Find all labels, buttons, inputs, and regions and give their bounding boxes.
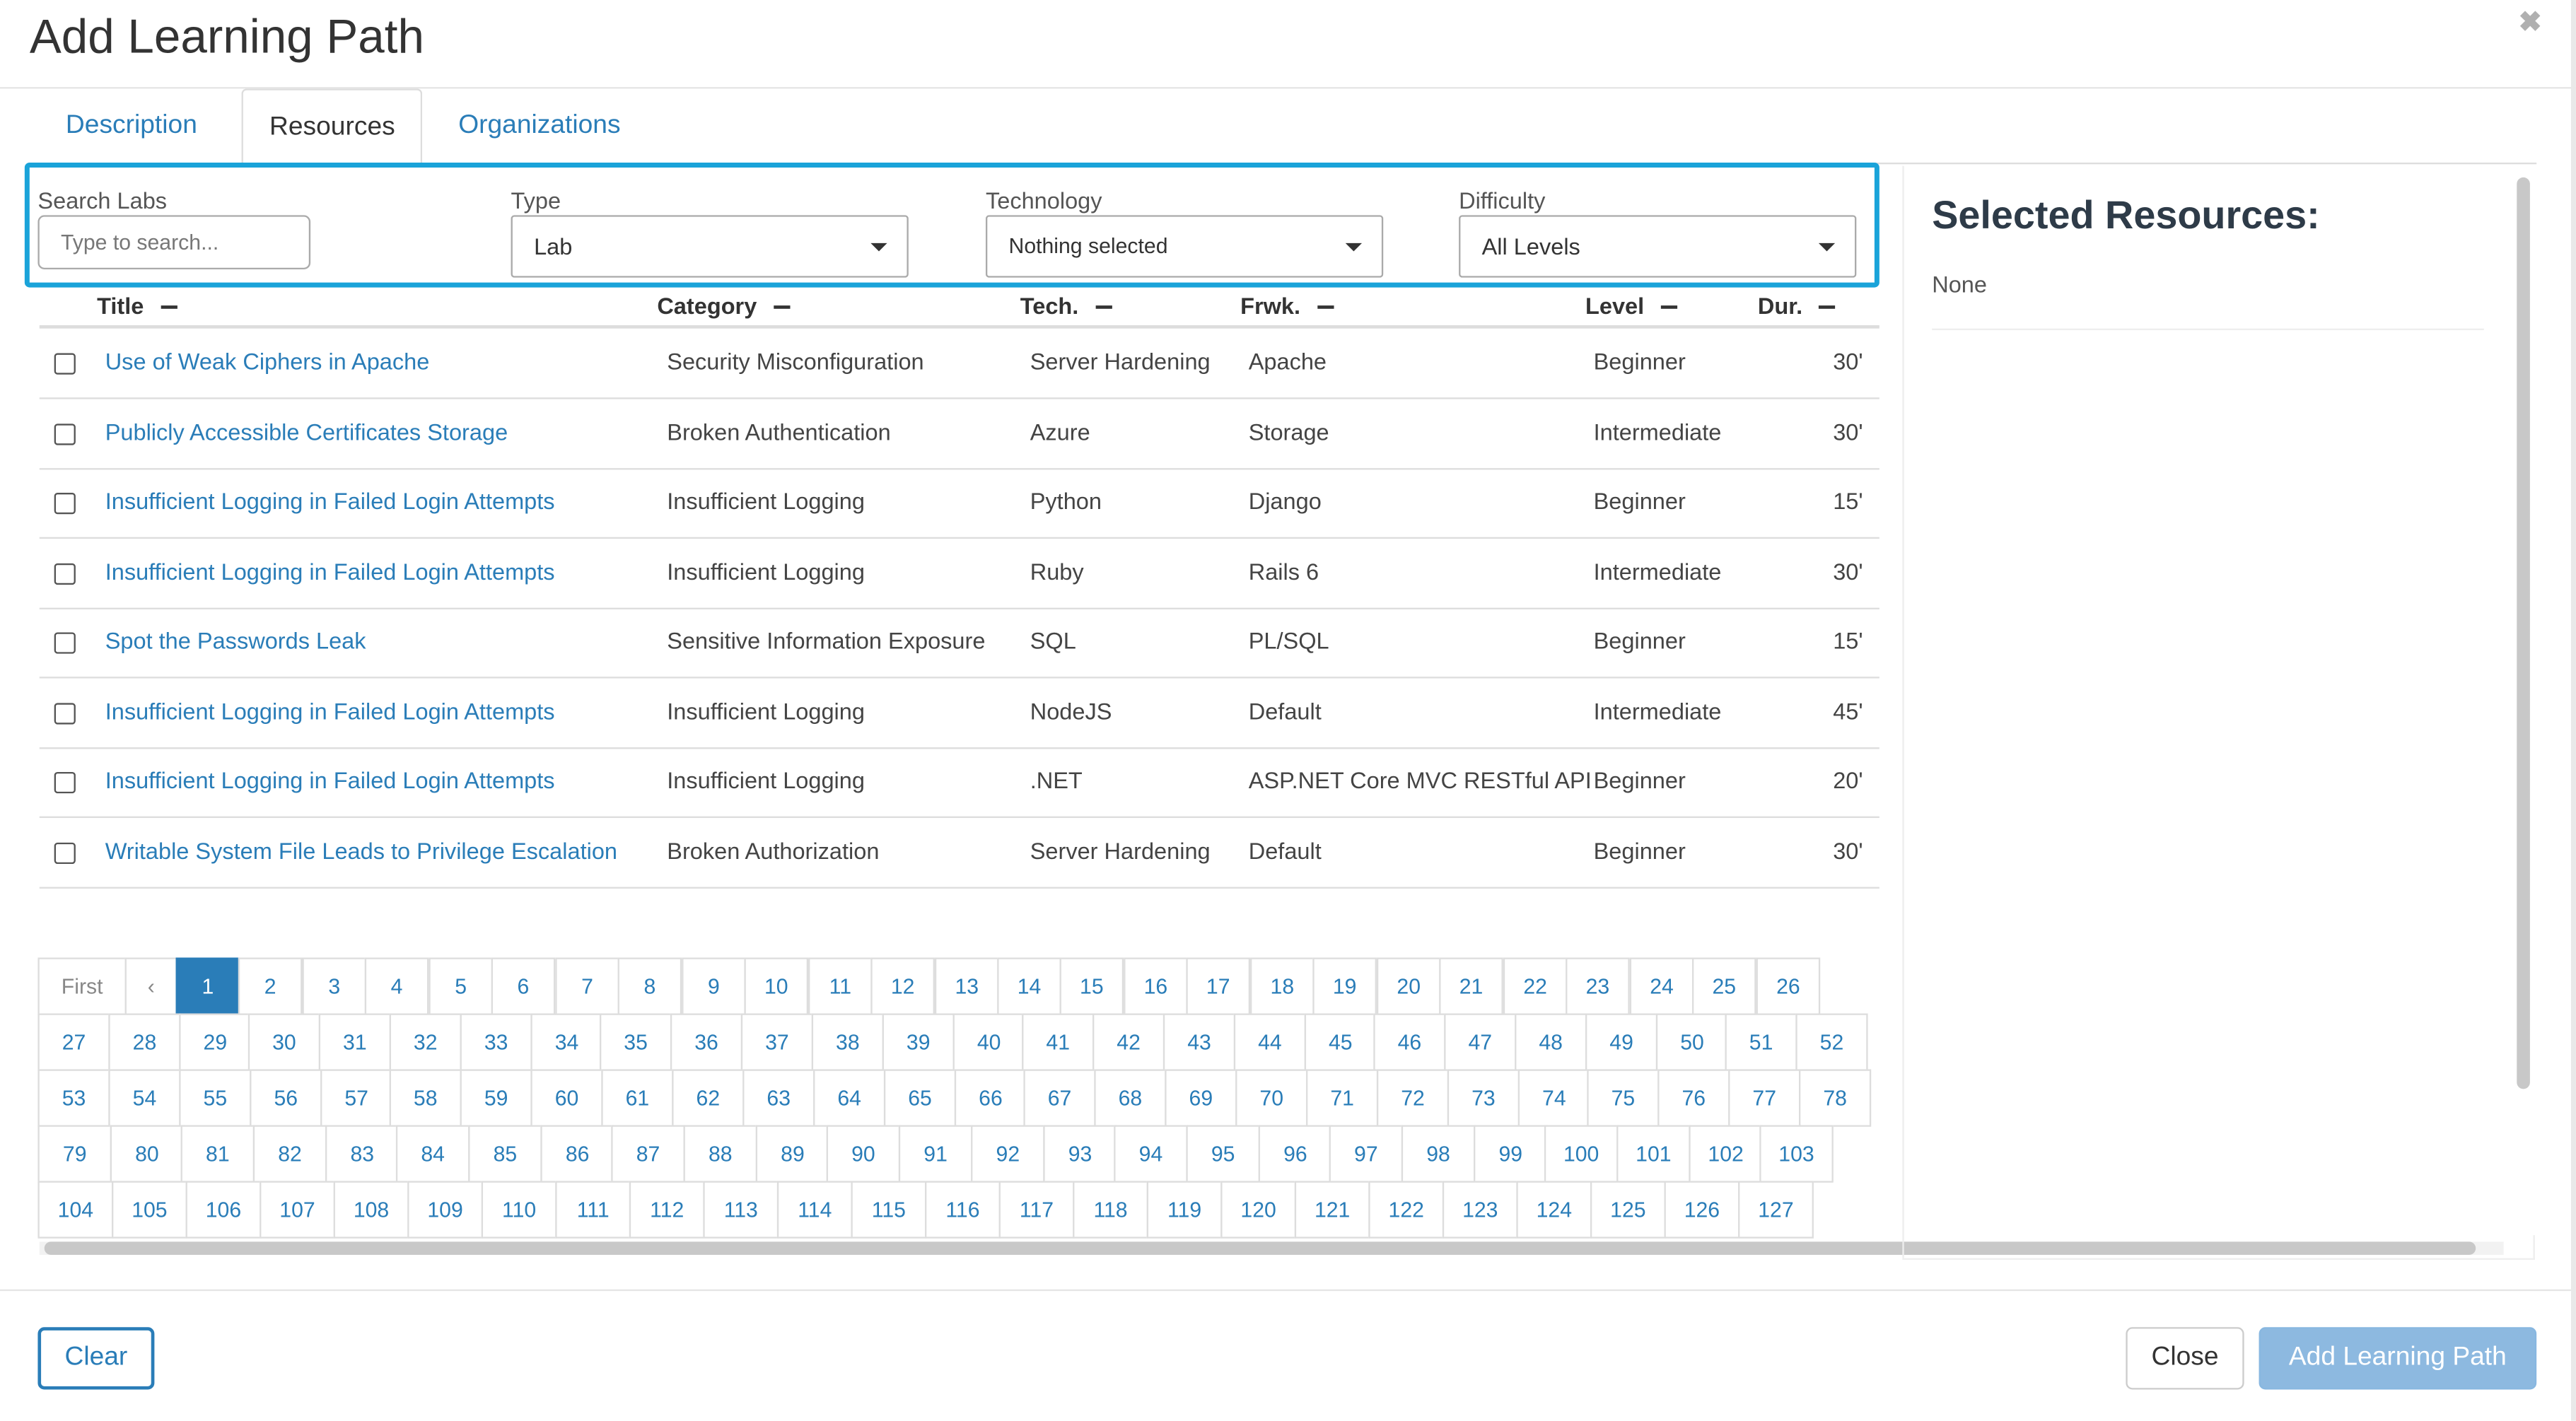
- cell-category: Broken Authentication: [667, 418, 891, 445]
- page-button[interactable]: 86: [540, 1125, 614, 1182]
- column-level-label: Level: [1585, 292, 1645, 319]
- page-button[interactable]: 103: [1759, 1125, 1834, 1182]
- close-button[interactable]: Close: [2126, 1327, 2244, 1389]
- page-button[interactable]: 106: [186, 1181, 262, 1238]
- page-button-current[interactable]: 1: [176, 957, 240, 1014]
- page-button[interactable]: 63: [742, 1069, 815, 1126]
- page-button[interactable]: 12: [870, 957, 935, 1014]
- page-button[interactable]: 60: [530, 1069, 602, 1126]
- page-button[interactable]: 76: [1657, 1069, 1730, 1126]
- cell-tech: Python: [1030, 488, 1102, 515]
- page-button[interactable]: 77: [1728, 1069, 1800, 1126]
- collapse-icon: [1660, 306, 1677, 310]
- page-button[interactable]: 105: [112, 1181, 187, 1238]
- page-button[interactable]: 10: [744, 957, 808, 1014]
- type-select[interactable]: [511, 215, 909, 277]
- cell-frwk: Django: [1248, 488, 1322, 515]
- page-button[interactable]: 9: [682, 957, 746, 1014]
- page-button[interactable]: 37: [741, 1013, 813, 1070]
- divider: [1932, 329, 2484, 330]
- page-button[interactable]: 62: [672, 1069, 744, 1126]
- column-tech[interactable]: [1020, 293, 1112, 319]
- page-button[interactable]: 78: [1799, 1069, 1871, 1126]
- page-button[interactable]: 113: [703, 1181, 779, 1238]
- page-button[interactable]: 73: [1447, 1069, 1520, 1126]
- page-button[interactable]: 44: [1234, 1013, 1306, 1070]
- difficulty-select-value: All Levels: [1481, 233, 1580, 260]
- page-button[interactable]: 101: [1616, 1125, 1691, 1182]
- page-button[interactable]: 66: [955, 1069, 1027, 1126]
- collapse-icon: [1819, 306, 1835, 310]
- page-button[interactable]: 29: [179, 1013, 251, 1070]
- collapse-icon: [1095, 306, 1112, 310]
- panel-frame: [1902, 1235, 2534, 1260]
- page-button[interactable]: 70: [1235, 1069, 1307, 1126]
- row-checkbox[interactable]: [54, 842, 76, 863]
- close-icon[interactable]: ✖: [2518, 6, 2542, 38]
- page-button[interactable]: 5: [429, 957, 493, 1014]
- table-row: [40, 608, 1879, 679]
- row-checkbox[interactable]: [54, 493, 76, 514]
- lab-title-link[interactable]: Use of Weak Ciphers in Apache: [105, 348, 430, 375]
- column-level[interactable]: [1585, 293, 1677, 319]
- cell-category: Insufficient Logging: [667, 557, 865, 584]
- page-button[interactable]: 121: [1295, 1181, 1370, 1238]
- cell-tech: NodeJS: [1030, 697, 1112, 724]
- page-button[interactable]: 31: [319, 1013, 391, 1070]
- column-title[interactable]: [97, 293, 177, 319]
- page-button[interactable]: 55: [179, 1069, 251, 1126]
- column-category-label: Category: [657, 292, 757, 319]
- page-button[interactable]: 100: [1544, 1125, 1619, 1182]
- lab-title-link[interactable]: Insufficient Logging in Failed Login Attempts: [105, 557, 555, 584]
- table-row: [40, 817, 1879, 888]
- page-button[interactable]: 94: [1114, 1125, 1188, 1182]
- cell-tech: SQL: [1030, 627, 1076, 654]
- page-button[interactable]: 84: [396, 1125, 470, 1182]
- prev-page-button[interactable]: ‹: [125, 957, 177, 1014]
- clear-button[interactable]: Clear: [37, 1327, 154, 1389]
- row-checkbox[interactable]: [54, 353, 76, 375]
- page-button[interactable]: 118: [1073, 1181, 1148, 1238]
- lab-title-link[interactable]: Publicly Accessible Certificates Storage: [105, 418, 508, 445]
- page-button[interactable]: 14: [997, 957, 1061, 1014]
- cell-dur: 20': [1833, 766, 1863, 794]
- page-button[interactable]: 49: [1585, 1013, 1657, 1070]
- technology-label: Technology: [985, 187, 1102, 214]
- page-button[interactable]: 57: [320, 1069, 392, 1126]
- cell-tech: Server Hardening: [1030, 836, 1211, 863]
- page-button[interactable]: 125: [1590, 1181, 1666, 1238]
- search-input[interactable]: [37, 215, 310, 269]
- page-button[interactable]: 21: [1439, 957, 1503, 1014]
- page-button[interactable]: 59: [460, 1069, 532, 1126]
- selected-resources-empty: None: [1932, 271, 1987, 298]
- page-button[interactable]: 90: [827, 1125, 901, 1182]
- page-button[interactable]: 48: [1515, 1013, 1587, 1070]
- page-button[interactable]: 47: [1444, 1013, 1516, 1070]
- cell-frwk: Rails 6: [1248, 557, 1319, 584]
- modal-title: Add Learning Path: [29, 11, 424, 64]
- lab-title-link[interactable]: Writable System File Leads to Privilege Escalation: [105, 836, 618, 863]
- page-button[interactable]: 61: [601, 1069, 673, 1126]
- page-button[interactable]: 104: [37, 1181, 113, 1238]
- page-button[interactable]: 52: [1795, 1013, 1867, 1070]
- cell-frwk: ASP.NET Core MVC RESTful API: [1248, 766, 1592, 794]
- page-button[interactable]: 17: [1186, 957, 1250, 1014]
- page-button[interactable]: 72: [1377, 1069, 1449, 1126]
- page-button[interactable]: 54: [108, 1069, 180, 1126]
- page-button[interactable]: 87: [611, 1125, 685, 1182]
- cell-category: Insufficient Logging: [667, 488, 865, 515]
- lab-title-link[interactable]: Spot the Passwords Leak: [105, 627, 366, 654]
- page-button[interactable]: 109: [407, 1181, 483, 1238]
- page-button[interactable]: 23: [1566, 957, 1630, 1014]
- page-button[interactable]: 80: [110, 1125, 185, 1182]
- row-checkbox[interactable]: [54, 563, 76, 584]
- page-button[interactable]: 127: [1738, 1181, 1814, 1238]
- page-button[interactable]: 43: [1163, 1013, 1235, 1070]
- page-button[interactable]: 123: [1443, 1181, 1518, 1238]
- page-button[interactable]: 117: [999, 1181, 1075, 1238]
- page-button[interactable]: 3: [302, 957, 366, 1014]
- page-button[interactable]: 51: [1725, 1013, 1797, 1070]
- page-button[interactable]: 96: [1259, 1125, 1333, 1182]
- lab-title-link[interactable]: Insufficient Logging in Failed Login Attempts: [105, 766, 555, 794]
- technology-select-value: Nothing selected: [1008, 233, 1168, 258]
- tab-resources[interactable]: Resources: [242, 88, 424, 165]
- page-button[interactable]: 22: [1503, 957, 1568, 1014]
- cell-dur: 30': [1833, 348, 1863, 375]
- cell-category: Broken Authorization: [667, 836, 880, 863]
- page-button[interactable]: 4: [365, 957, 429, 1014]
- page-button[interactable]: 38: [812, 1013, 884, 1070]
- column-title-label: Title: [97, 292, 144, 319]
- row-checkbox[interactable]: [54, 423, 76, 444]
- column-tech-label: Tech.: [1020, 292, 1079, 319]
- page-button[interactable]: 64: [813, 1069, 885, 1126]
- page-button[interactable]: 45: [1305, 1013, 1377, 1070]
- table-row: [40, 677, 1879, 748]
- page-button[interactable]: 35: [600, 1013, 672, 1070]
- page-button[interactable]: 8: [618, 957, 682, 1014]
- page-button[interactable]: 102: [1689, 1125, 1763, 1182]
- modal-edge: [2571, 0, 2576, 1421]
- tab-bar: [40, 88, 2536, 164]
- page-button[interactable]: 16: [1124, 957, 1188, 1014]
- page-button[interactable]: 65: [884, 1069, 956, 1126]
- modal-header: [0, 0, 2576, 88]
- page-button[interactable]: 83: [325, 1125, 400, 1182]
- page-button[interactable]: 19: [1312, 957, 1377, 1014]
- table-row: [40, 329, 1879, 399]
- cell-dur: 45': [1833, 697, 1863, 724]
- page-button[interactable]: 82: [253, 1125, 327, 1182]
- modal-footer: [0, 1290, 2571, 1421]
- page-button[interactable]: 56: [250, 1069, 322, 1126]
- cell-frwk: Default: [1248, 836, 1322, 863]
- page-button[interactable]: 39: [882, 1013, 955, 1070]
- page-button[interactable]: 20: [1377, 957, 1441, 1014]
- cell-frwk: Apache: [1248, 348, 1327, 375]
- cell-category: Security Misconfiguration: [667, 348, 924, 375]
- page-button[interactable]: 36: [670, 1013, 742, 1070]
- difficulty-label: Difficulty: [1459, 187, 1546, 214]
- page-button[interactable]: 42: [1092, 1013, 1165, 1070]
- row-checkbox[interactable]: [54, 632, 76, 653]
- page-button[interactable]: 97: [1329, 1125, 1404, 1182]
- cell-frwk: PL/SQL: [1248, 627, 1329, 654]
- table-row: [40, 538, 1879, 609]
- row-checkbox[interactable]: [54, 772, 76, 793]
- cell-level: Beginner: [1593, 766, 1686, 794]
- type-select-value: Lab: [534, 233, 573, 260]
- table-row: [40, 747, 1879, 818]
- page-button[interactable]: 28: [108, 1013, 180, 1070]
- page-button[interactable]: 50: [1656, 1013, 1728, 1070]
- collapse-icon: [1317, 306, 1333, 310]
- lab-title-link[interactable]: Insufficient Logging in Failed Login Attempts: [105, 488, 555, 515]
- page-button[interactable]: 95: [1186, 1125, 1260, 1182]
- page-button[interactable]: 124: [1516, 1181, 1592, 1238]
- cell-dur: 15': [1833, 488, 1863, 515]
- first-page-button[interactable]: First: [37, 957, 126, 1014]
- cell-tech: Server Hardening: [1030, 348, 1211, 375]
- column-frwk-label: Frwk.: [1240, 292, 1301, 319]
- page-button[interactable]: 69: [1165, 1069, 1237, 1126]
- page-button[interactable]: 74: [1518, 1069, 1590, 1126]
- table-row: [40, 468, 1879, 539]
- page-button[interactable]: 11: [808, 957, 873, 1014]
- cell-dur: 30': [1833, 557, 1863, 584]
- row-checkbox[interactable]: [54, 702, 76, 723]
- column-category[interactable]: [657, 293, 789, 319]
- page-button[interactable]: 89: [756, 1125, 830, 1182]
- collapse-icon: [774, 306, 790, 310]
- page-button[interactable]: 13: [935, 957, 999, 1014]
- page-button[interactable]: 112: [629, 1181, 705, 1238]
- tab-organizations[interactable]: Organizations: [458, 111, 621, 140]
- vertical-scrollbar[interactable]: [2514, 177, 2534, 1237]
- page-button[interactable]: 98: [1401, 1125, 1476, 1182]
- page-button[interactable]: 40: [953, 1013, 1025, 1070]
- page-button[interactable]: 33: [460, 1013, 532, 1070]
- cell-tech: Ruby: [1030, 557, 1084, 584]
- page-button[interactable]: 6: [491, 957, 556, 1014]
- filter-bar: [25, 163, 1879, 288]
- cell-frwk: Default: [1248, 697, 1322, 724]
- page-button[interactable]: 26: [1756, 957, 1821, 1014]
- page-button[interactable]: 99: [1474, 1125, 1548, 1182]
- collapse-icon: [161, 306, 177, 310]
- panel-divider: [1902, 166, 1904, 1258]
- page-button[interactable]: 85: [468, 1125, 542, 1182]
- page-button[interactable]: 34: [530, 1013, 602, 1070]
- table-header: [40, 288, 1879, 329]
- cell-level: Beginner: [1593, 348, 1686, 375]
- page-button[interactable]: 24: [1630, 957, 1694, 1014]
- page-button[interactable]: 53: [37, 1069, 110, 1126]
- cell-dur: 15': [1833, 627, 1863, 654]
- scrollbar-thumb[interactable]: [2517, 177, 2530, 1089]
- cell-level: Beginner: [1593, 627, 1686, 654]
- cell-level: Intermediate: [1593, 697, 1722, 724]
- page-button[interactable]: 68: [1094, 1069, 1166, 1126]
- lab-title-link[interactable]: Insufficient Logging in Failed Login Attempts: [105, 697, 555, 724]
- technology-select[interactable]: [986, 215, 1383, 277]
- page-button[interactable]: 30: [248, 1013, 320, 1070]
- page-button[interactable]: 120: [1220, 1181, 1296, 1238]
- page-button[interactable]: 108: [334, 1181, 409, 1238]
- page-button[interactable]: 110: [482, 1181, 557, 1238]
- chevron-down-icon: [870, 243, 887, 252]
- add-learning-path-button[interactable]: Add Learning Path: [2259, 1327, 2537, 1389]
- page-button[interactable]: 93: [1043, 1125, 1117, 1182]
- page-button[interactable]: 116: [925, 1181, 1001, 1238]
- page-button[interactable]: 126: [1665, 1181, 1740, 1238]
- page-button[interactable]: 46: [1373, 1013, 1445, 1070]
- column-dur[interactable]: [1758, 293, 1836, 319]
- page-button[interactable]: 41: [1022, 1013, 1094, 1070]
- page-button[interactable]: 32: [390, 1013, 462, 1070]
- type-label: Type: [511, 187, 561, 214]
- cell-tech: .NET: [1030, 766, 1083, 794]
- page-button[interactable]: 58: [390, 1069, 462, 1126]
- column-dur-label: Dur.: [1757, 292, 1803, 319]
- page-button[interactable]: 67: [1023, 1069, 1095, 1126]
- cell-level: Intermediate: [1593, 557, 1722, 584]
- page-button[interactable]: 119: [1147, 1181, 1223, 1238]
- cell-level: Beginner: [1593, 836, 1686, 863]
- page-button[interactable]: 71: [1306, 1069, 1378, 1126]
- page-button[interactable]: 7: [555, 957, 619, 1014]
- cell-tech: Azure: [1030, 418, 1090, 445]
- page-button[interactable]: 75: [1587, 1069, 1659, 1126]
- tab-description[interactable]: Description: [65, 111, 197, 140]
- page-button[interactable]: 115: [851, 1181, 926, 1238]
- cell-dur: 30': [1833, 418, 1863, 445]
- page-button[interactable]: 111: [555, 1181, 631, 1238]
- cell-category: Insufficient Logging: [667, 697, 865, 724]
- cell-category: Sensitive Information Exposure: [667, 627, 986, 654]
- page-button[interactable]: 92: [971, 1125, 1045, 1182]
- difficulty-select[interactable]: [1459, 215, 1856, 277]
- page-button[interactable]: 88: [683, 1125, 757, 1182]
- page-button[interactable]: 91: [899, 1125, 973, 1182]
- cell-dur: 30': [1833, 836, 1863, 863]
- column-frwk[interactable]: [1240, 293, 1333, 319]
- cell-level: Intermediate: [1593, 418, 1722, 445]
- chevron-down-icon: [1819, 243, 1835, 252]
- page-button[interactable]: 107: [260, 1181, 335, 1238]
- table-row: [40, 398, 1879, 469]
- cell-level: Beginner: [1593, 488, 1686, 515]
- page-button[interactable]: 122: [1368, 1181, 1444, 1238]
- cell-frwk: Storage: [1248, 418, 1329, 445]
- page-button[interactable]: 15: [1060, 957, 1124, 1014]
- page-button[interactable]: 114: [777, 1181, 853, 1238]
- search-labs-label: Search Labs: [37, 187, 168, 214]
- page-button[interactable]: 81: [181, 1125, 255, 1182]
- cell-category: Insufficient Logging: [667, 766, 865, 794]
- page-button[interactable]: 79: [37, 1125, 112, 1182]
- selected-resources-title: Selected Resources:: [1932, 194, 2320, 238]
- page-button[interactable]: 25: [1692, 957, 1756, 1014]
- page-button[interactable]: 2: [238, 957, 303, 1014]
- chevron-down-icon: [1346, 243, 1362, 252]
- page-button[interactable]: 18: [1250, 957, 1315, 1014]
- page-button[interactable]: 27: [37, 1013, 110, 1070]
